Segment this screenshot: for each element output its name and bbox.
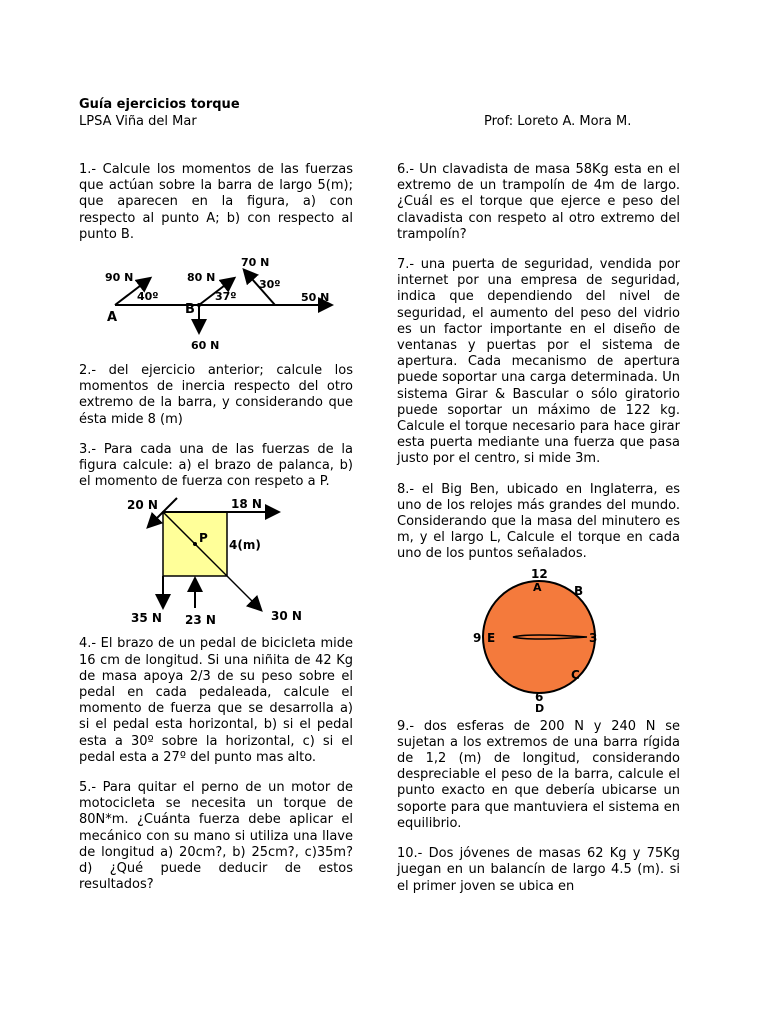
label-side: 4(m) — [229, 538, 261, 553]
question-6: 6.- Un clavadista de masa 58Kg esta en el extremo de un trampolín de 4m de largo. ¿Cuál es el torque que ejerce e peso del clavadista con respeto al otro extremo del trampolín? — [397, 162, 680, 242]
label-20n: 20 N — [127, 498, 158, 513]
figure-bar-forces — [105, 249, 353, 355]
label-6: 6 — [535, 689, 544, 704]
question-9: 9.- dos esferas de 200 N y 240 N se sujetan a los extremos de una barra rígida de 1,2 (m) de longitud, considerando despreciable el peso de la barra, calcule el punto exacto en que debería ubicarse un soporte para que mantuviera el sistema en equilibrio. — [397, 718, 680, 831]
label-a: A — [107, 310, 118, 326]
question-2: 2.- del ejercicio anterior; calcule los momentos de inercia respecto del otro extremo de la barra, y considerando que ésta mide 8 (m) — [79, 363, 353, 427]
professor-name: Prof: Loreto A. Mora M. — [484, 114, 632, 129]
bar-forces-diagram — [105, 249, 345, 355]
label-p: P — [199, 531, 208, 546]
left-column — [79, 162, 353, 907]
school-name: LPSA Viña del Mar — [79, 114, 197, 129]
label-80n: 80 N — [187, 271, 216, 285]
label-50n: 50 N — [301, 291, 330, 305]
label-3: 3 — [589, 630, 598, 645]
label-12: 12 — [531, 566, 548, 581]
label-b: B — [185, 302, 195, 318]
point-b-dot — [197, 303, 201, 307]
minute-hand — [513, 635, 587, 639]
question-4: 4.- El brazo de un pedal de bicicleta mide 16 cm de longitud. Si una niñita de 42 Kg de masa apoya 2/3 de su peso sobre el pedal en cada pedaleada, calcule el momento de fuerza que se desarrolla a) si el pedal esta horizontal, b) si el pedal esta a 30º sobre la horizontal, c) si el pedal esta a 27º del punto mas alto. — [79, 636, 353, 765]
label-9: 9 — [473, 630, 482, 645]
right-column — [397, 162, 680, 909]
arrow-30n — [257, 606, 260, 609]
question-8: 8.- el Big Ben, ubicado en Inglaterra, es uno de los relojes más grandes del mundo. Considerando que la masa del minutero es m, y el largo L, Calcule el torque en cada uno de los puntos señalados. — [397, 481, 680, 562]
label-40deg: 40º — [137, 290, 159, 304]
document-title: Guía ejercicios torque — [79, 97, 240, 112]
question-5: 5.- Para quitar el perno de un motor de motocicleta se necesita un torque de 80N*m. ¿Cuánta fuerza debe aplicar el mecánico con su mano si utiliza una llave de longitud a) 20cm?, b) 25cm?, c)35m? d) ¿Qué puede deducir de estos resultados? — [79, 780, 353, 893]
question-10: 10.- Dos jóvenes de masas 62 Kg y 75Kg juegan en un balancín de largo 4.5 (m). si el primer joven se ubica en — [397, 846, 680, 894]
figure-square-forces — [127, 496, 353, 626]
label-point-e: E — [487, 630, 496, 645]
label-35n: 35 N — [131, 611, 162, 626]
label-60n: 60 N — [191, 339, 220, 353]
label-point-c: C — [571, 667, 580, 682]
question-7: 7.- una puerta de seguridad, vendida por internet por una empresa de seguridad, indica que dependiendo del nivel de seguridad, el aumento del peso del vidrio es un factor importante en el diseño de ventanas y puertas por el sistema de apertura. Cada mecanismo de apertura puede soportar una carga determinada. Un sistema Girar & Bascular o sólo giratorio puede soportar un máximo de 122 kg. Calcule el torque necesario para hace girar esta puerta mediante una fuerza que pasa justo por el centro, si mide 3m. — [397, 257, 680, 467]
label-37deg: 37º — [215, 290, 237, 304]
label-point-a: A — [533, 580, 542, 594]
square-forces-diagram — [127, 496, 307, 626]
label-90n: 90 N — [105, 271, 134, 285]
label-30n: 30 N — [271, 609, 302, 624]
label-point-d: D — [535, 701, 545, 715]
question-3: 3.- Para cada una de las fuerzas de la figura calcule: a) el brazo de palanca, b) el momento de fuerza con respeto a P. — [79, 441, 353, 490]
clock-diagram — [469, 566, 609, 715]
label-18n: 18 N — [231, 497, 262, 512]
label-70n: 70 N — [241, 256, 270, 270]
label-point-b: B — [574, 583, 584, 598]
point-p-dot — [193, 542, 197, 546]
question-1: 1.- Calcule los momentos de las fuerzas que actúan sobre la barra de largo 5(m); que aparecen en la figura, a) con respecto al punto A; b) con respecto al punto B. — [79, 162, 353, 242]
label-23n: 23 N — [185, 613, 216, 628]
figure-clock — [469, 566, 680, 715]
label-30deg: 30º — [259, 278, 281, 292]
